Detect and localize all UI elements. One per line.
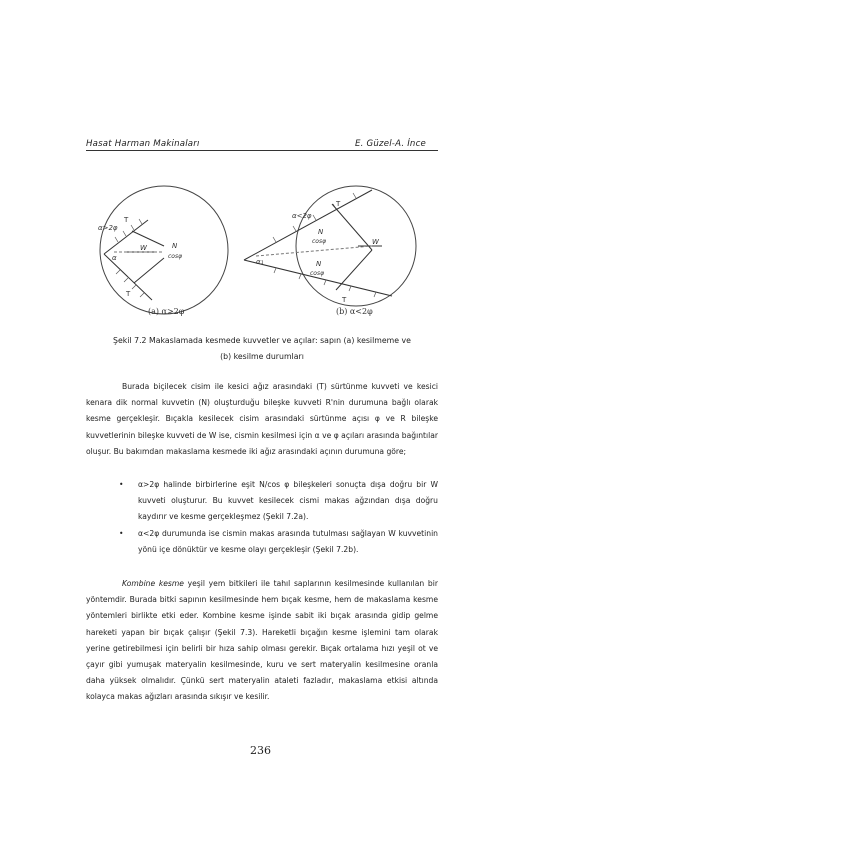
caption-line-2: (b) kesilme durumları: [220, 352, 304, 361]
bullet-list: [86, 477, 438, 558]
sub-b: (b) α<2φ: [336, 307, 373, 316]
bullet-icon: •: [119, 480, 124, 489]
running-header-title: Hasat Harman Makinaları: [86, 139, 200, 149]
stem-circle-b: [296, 186, 416, 306]
running-header-authors: E. Güzel-A. İnce: [355, 139, 426, 149]
force-n-lower-b: [336, 250, 372, 290]
label-a-alpha: α: [112, 254, 117, 262]
list-item: [86, 526, 438, 558]
force-n-lower: [134, 258, 164, 283]
stem-circle-a: [100, 186, 228, 314]
diagram-b: [244, 186, 416, 316]
page-number: 236: [250, 744, 271, 757]
paragraph-1: Burada biçilecek cisim ile kesici ağız arasındaki (T) sürtünme kuvveti ve kesici kenara dik normal kuvvetin (N) oluşturduğu bileşke kuvveti R'nin durumuna bağlı olarak kesme gerçekleşir. Bıçakla kesilecek cisim arasındaki sürtünme açısı φ ve R bileşke kuvvetlerinin bileşke kuvveti de W ise, cismin kesilmesi için α ve φ açıları arasında bağıntılar oluşur. Bu bakımdan makaslama kesmede iki ağız arasındaki açının durumuna göre;: [86, 382, 438, 456]
paragraph-2: [86, 576, 438, 706]
hatch-upper-a: [115, 219, 142, 242]
label-b-n1: N: [318, 228, 324, 236]
figure-caption: [86, 333, 438, 365]
label-b-w: W: [372, 238, 379, 246]
label-a-n: N: [172, 242, 178, 250]
label-b-cos1: cosφ: [312, 238, 327, 245]
caption-line-1: Şekil 7.2 Makaslamada kesmede kuvvetler ve açılar: sapın (a) kesilmeme ve: [113, 336, 411, 345]
label-a-t1: T: [124, 216, 129, 224]
diagram-a: [98, 186, 228, 316]
force-n-upper: [132, 231, 164, 246]
label-b-cond: α<2φ: [292, 212, 312, 220]
list-item: [86, 477, 438, 526]
bullet-icon: •: [119, 528, 124, 538]
label-b-t1: T: [336, 200, 341, 208]
label-b-cos2: cosφ: [310, 270, 325, 277]
label-b-n2: N: [316, 260, 322, 268]
sub-a: (a) α>2φ: [148, 307, 185, 316]
blade-upper-b: [244, 190, 372, 260]
figure-7-2: [96, 184, 431, 318]
label-a-cos: cosφ: [168, 253, 183, 260]
label-b-alpha1: α₁: [256, 258, 264, 266]
header-rule: [86, 150, 438, 151]
dash-b: [256, 246, 372, 256]
paragraph-2-text: yeşil yem bitkileri ile tahıl saplarının kesilmesinde kullanılan bir yöntemdir. Burada bitki sapının kesilmesinde hem bıçak kesme, hem de makaslama kesme yöntemleri birlikte etki eder. Kombine kesme işinde sabit iki bıçak arasında gidip gelme hareketi yapan bir bıçak çalışır (Şekil 7.3). Hareketli bıçağın kesme işlemini tam olarak yerine getirebilmesi için belirli bir hıza sahip olması gerekir. Bıçak ortalama hızı yeşil ot ve çayır gibi yumuşak materyalin kesilmesinde, kuru ve sert materyalin kesilmesine oranla daha yüksek olmalıdır. Çünkü sert materyalin ataleti fazladır, makaslama etkisi altında kolayca makas ağızları arasında sıkışır ve kesilir.: [86, 579, 438, 702]
label-a-w: W: [140, 244, 147, 252]
label-a-cond: α>2φ: [98, 224, 118, 232]
label-a-t2: T: [126, 290, 131, 298]
label-b-t2: T: [342, 296, 347, 304]
force-n-upper-b: [332, 204, 372, 250]
bullet-text: α<2φ durumunda ise cismin makas arasında tutulması sağlayan W kuvvetinin yönü içe dönüktür ve kesme olayı gerçekleşir (Şekil 7.2b).: [138, 528, 438, 554]
paragraph-2-lead: Kombine kesme: [122, 579, 184, 588]
hatch-lower-b: [274, 268, 376, 297]
bullet-text: α>2φ halinde birbirlerine eşit N/cos φ bileşkeleri sonuçta dışa doğru bir W kuvveti oluşturur. Bu kuvvet kesilecek cismi makas ağzından dışa doğru kaydırır ve kesme gerçekleşmez (Şekil 7.2a).: [138, 480, 438, 522]
